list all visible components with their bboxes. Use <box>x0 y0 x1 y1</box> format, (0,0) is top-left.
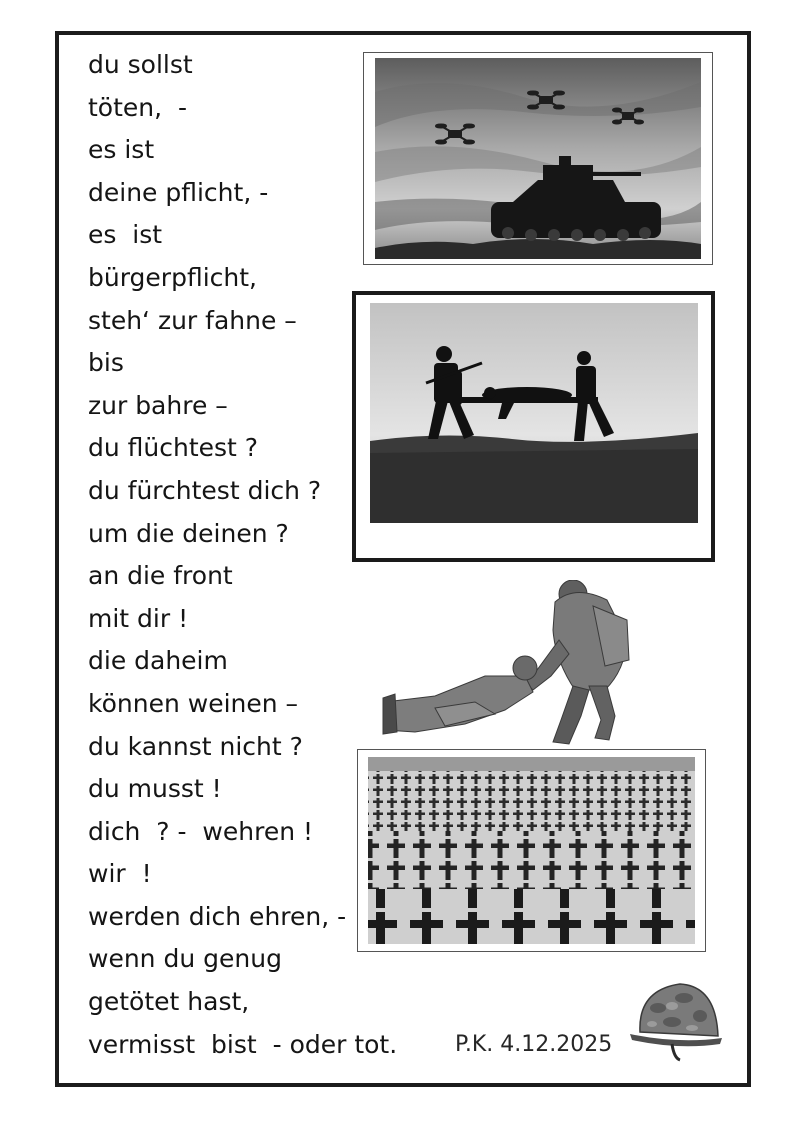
poem-line: vermisst bist - oder tot. <box>88 1029 398 1059</box>
poem-line: es ist <box>88 220 163 250</box>
poem-line: töten, - <box>88 92 187 122</box>
poem-line: steh‘ zur fahne – <box>88 305 297 335</box>
tank-with-drones-photo <box>363 52 713 265</box>
poem-line: getötet hast, <box>88 987 250 1017</box>
poem <box>88 44 397 1066</box>
poem-line: du flüchtest ? <box>88 433 259 463</box>
war-cemetery-crosses-photo <box>357 749 706 952</box>
poem-line: du musst ! <box>88 774 222 804</box>
poem-line: dich ? - wehren ! <box>88 816 314 846</box>
camouflage-helmet-icon <box>628 978 724 1064</box>
poem-line: bis <box>88 348 124 378</box>
poem-line: wir ! <box>88 859 152 889</box>
poem-line: zur bahre – <box>88 390 228 420</box>
poem-line: du sollst <box>88 50 193 79</box>
poem-line: um die deinen ? <box>88 518 289 548</box>
poem-line: können weinen – <box>88 688 299 718</box>
poem-line: mit dir ! <box>88 603 189 633</box>
soldier-dragging-comrade-photo <box>375 580 640 750</box>
poem-line: wenn du genug <box>88 944 282 974</box>
poem-line: du fürchtest dich ? <box>88 475 322 505</box>
poem-line: die daheim <box>88 646 228 676</box>
poem-line: du kannst nicht ? <box>88 731 303 761</box>
poem-line: bürgerpflicht, <box>88 262 257 292</box>
poem-line: deine pflicht, - <box>88 177 269 207</box>
poem-line: es ist <box>88 135 155 165</box>
poem-line: an die front <box>88 561 233 591</box>
poem-line: werden dich ehren, - <box>88 901 347 931</box>
signature: P.K. 4.12.2025 <box>455 1032 613 1057</box>
stretcher-bearers-photo <box>352 291 715 562</box>
